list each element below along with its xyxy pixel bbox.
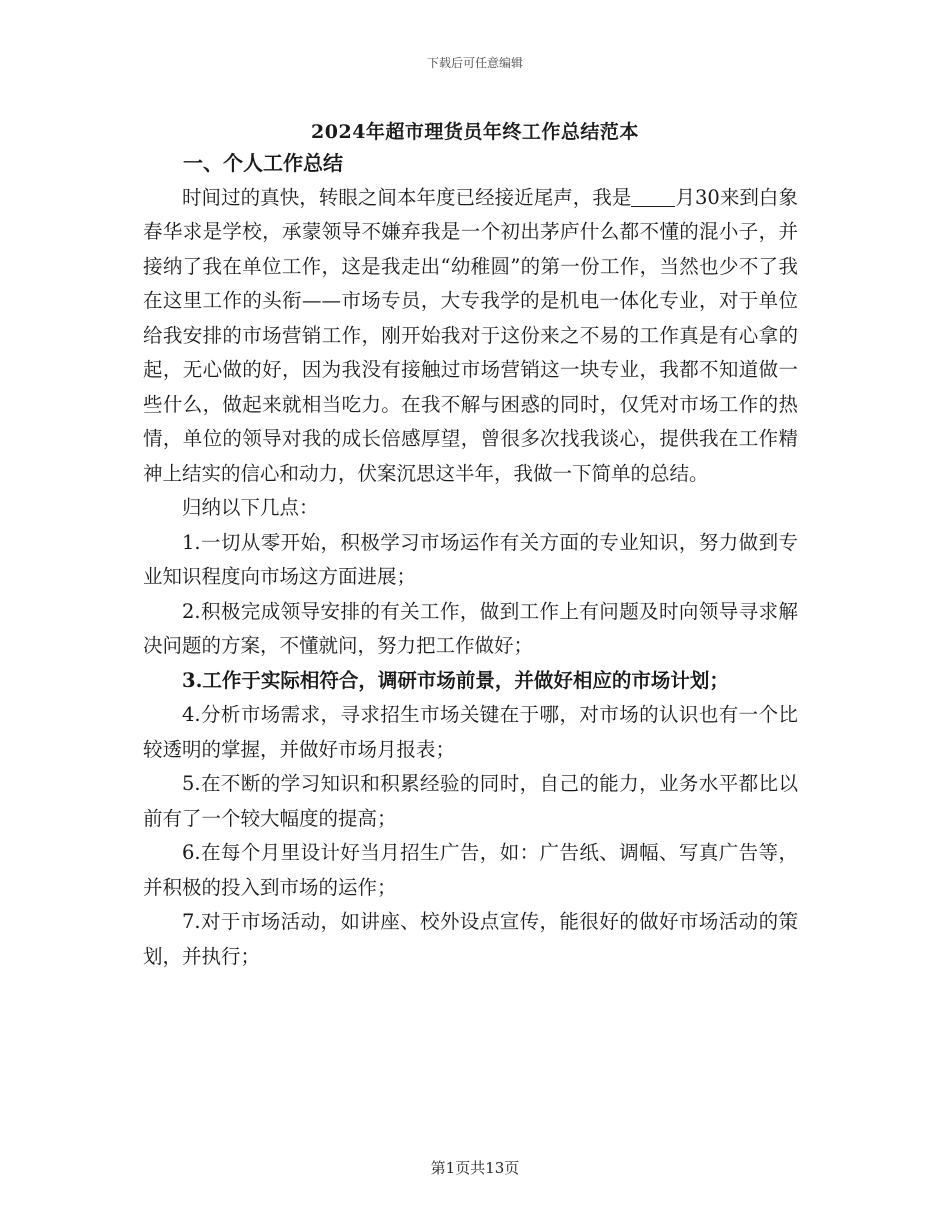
intro-text-before-blank: 时间过的真快，转眼之间本年度已经接近尾声，我是 [182,185,632,209]
page-number-footer: 第1页共13页 [430,1159,520,1177]
section-heading: 一、个人工作总结 [183,151,343,175]
list-item: 2.积极完成领导安排的有关工作，做到工作上有问题及时向领导寻求解决问题的方案，不懂就问，努力把工作做好； [143,599,798,657]
fill-in-blank [631,186,675,207]
intro-text-after-blank: 月30来到白象春华求是学校，承蒙领导不嫌弃我是一个初出茅庐什么都不懂的混小子，并接纳了我在单位工作，这是我走出“幼稚圆”的第一份工作，当然也少不了我在这里工作的头衔——市场专员，大专我学的是机电一体化专业，对于单位给我安排的市场营销工作，刚开始我对于这份来之不易的工作真是有心拿的起，无心做的好，因为我没有接触过市场营销这一块专业，我都不知道做一些什么，做起来就相当吃力。在我不解与困惑的同时，仅凭对市场工作的热情，单位的领导对我的成长倍感厚望，曾很多次找我谈心，提供我在工作精神上结实的信心和动力，伏案沉思这半年，我做一下简单的总结。 [143,185,798,485]
document-body [143,146,798,974]
list-item: 7.对于市场活动，如讲座、校外设点宣传，能很好的做好市场活动的策划，并执行； [143,910,798,968]
list-item: 5.在不断的学习知识和积累经验的同时，自己的能力，业务水平都比以前有了一个较大幅度的提高； [143,772,798,830]
list-item: 6.在每个月里设计好当月招生广告，如：广告纸、调幅、写真广告等，并积极的投入到市场的运作； [143,841,798,899]
list-item: 4.分析市场需求，寻求招生市场关键在于哪，对市场的认识也有一个比较透明的掌握，并做好市场月报表； [143,703,798,761]
header-note: 下载后可任意编辑 [426,56,523,70]
intro-paragraph [143,181,798,492]
list-item: 3.工作于实际相符合，调研市场前景，并做好相应的市场计划； [182,668,729,692]
list-item: 1.一切从零开始，积极学习市场运作有关方面的专业知识，努力做到专业知识程度向市场这方面进展； [143,530,798,588]
summary-lead: 归纳以下几点： [182,496,319,519]
document-title: 2024年超市理货员年终工作总结范本 [311,121,639,143]
